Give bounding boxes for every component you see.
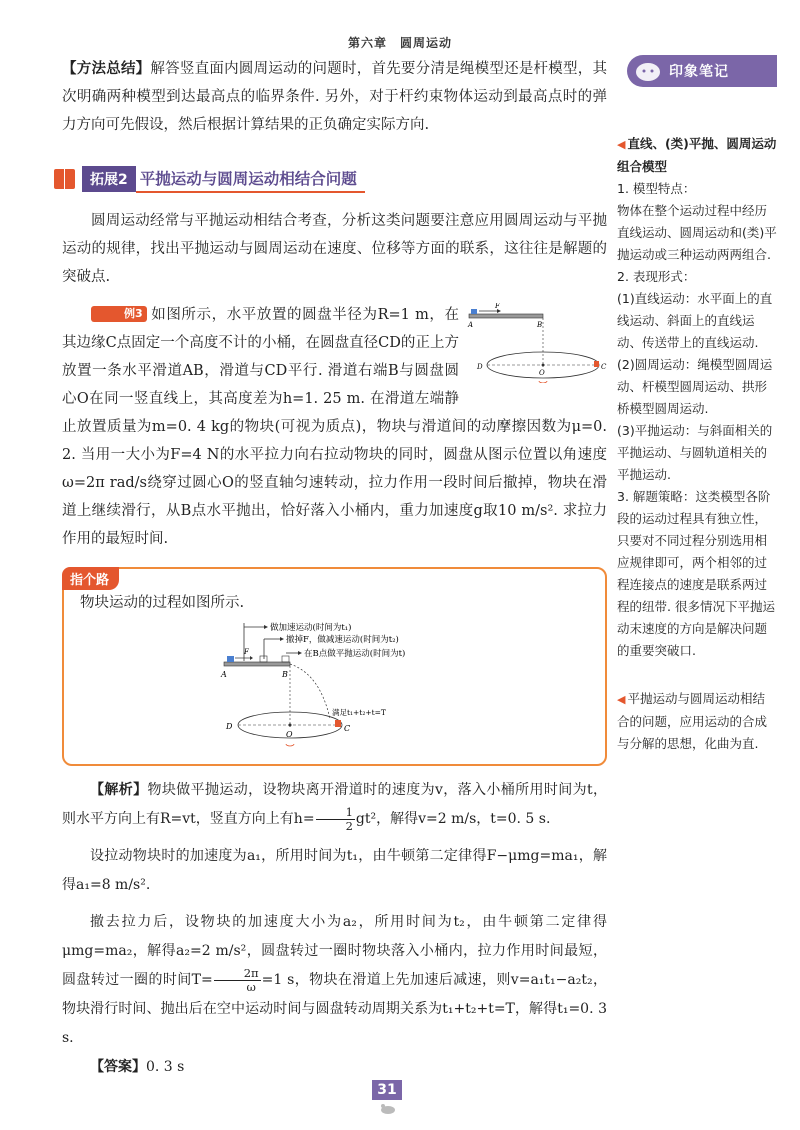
note2-text: 平抛运动与圆周运动相结合的问题，应用运动的合成与分解的思想，化曲为直. [617,691,768,751]
section-label: 拓展2 [82,166,136,192]
solution-p3 [62,908,607,1053]
sidebar-note-method [617,688,777,755]
solution-p2: 设拉动物块时的加速度为a₁，所用时间为t₁，由牛顿第二定律得F−μmg=ma₁，解得a₁=8 m/s². [62,848,607,893]
solution-p3-a: 撤去拉力后，设物块的加速度大小为a₂，所用时间为t₂，由牛顿第二定律得μmg=ma₂，解得a₂=2 m/s²，圆盘转过一圈时物块落入小桶内，拉力作用时间最短，圆盘转过一圈的时间T= [62,914,607,988]
fig2-label-f: F [244,648,249,656]
hint-box [62,567,607,766]
fig-label-c: C [601,363,607,371]
fraction-half [316,806,355,833]
note-title-text: 直线、(类)平抛、圆周运动组合模型 [617,136,777,174]
book-icon [54,169,76,189]
process-figure [220,619,450,754]
section-intro: 圆周运动经常与平抛运动相结合考查，分析这类问题要注意应用圆周运动与平抛运动的规律，找出平抛运动与圆周运动在速度、位移等方面的联系，这往往是解题的突破点. [62,213,607,285]
note-line: 1. 模型特点： [617,181,696,196]
frac-den: 2 [345,818,353,833]
fig-stage2: 撤掉F，做减速运动(时间为t₂) [286,635,399,645]
fig-stage1: 做加速运动(时间为t₁) [270,623,352,633]
frac-num-2pi: 2π [214,967,261,981]
fig2-label-o: O [286,730,293,739]
chapter-header: 第六章 圆周运动 [347,36,452,50]
section-title [54,165,607,193]
fig-label-b: B [537,321,543,329]
note-line: 3. 解题策略：这类模型各阶段的运动过程具有独立性，只要对不同过程分别选用相应规律即可，两个相邻的过程连接点的速度是联系两过程的纽带. 很多情况下平抛运动末速度的方向是解决问题的重要突破口. [617,489,775,658]
note-title [617,133,777,178]
solution-p1 [62,776,607,834]
fig2-label-b: B [282,670,288,679]
fig-stage3: 在B点做平抛运动(时间为t) [304,649,406,659]
frac-num: 1 [316,806,355,820]
notebook-icon [633,59,663,83]
note-line: (3)平抛运动：与斜面相关的平抛运动、与圆轨道相关的平抛运动. [617,423,773,482]
notes-banner [627,55,777,87]
hint-text: 物块运动的过程如图所示. [80,595,245,611]
triangle-icon: ◀ [617,693,626,706]
problem-figure [467,303,607,383]
solution-p1-b: gt²，解得v=2 m/s，t=0. 5 s. [355,811,551,827]
solution-p3-b: =1 s，物块在滑道上先加速后减速，则v=a₁t₁−a₂t₂，物块滑行时间、抛出后在空中运动时间与圆盘转动周期关系为t₁+t₂+t=T，解得t₁=0. 3 s. [62,972,607,1046]
mouse-icon [378,1103,398,1115]
answer [62,1053,607,1082]
fig-label-a: A [468,321,474,329]
example-problem [62,301,607,553]
summary-text: 解答竖直面内圆周运动的问题时，首先要分清是绳模型还是杆模型，其次明确两种模型到达最高点的临界条件. 另外，对于杆约束物体运动到最高点时的弹力方向可先假设，然后根据计算结果的正负确定实际方向. [62,61,608,133]
note-line: 物体在整个运动过程中经历直线运动、圆周运动和(类)平抛运动或三种运动两两组合. [617,203,777,262]
solution-label: 【解析】 [90,782,148,798]
hint-tag: 指个路 [62,567,119,590]
section-heading: 平抛运动与圆周运动相结合问题 [136,165,365,193]
answer-value: 0. 3 s [146,1059,185,1075]
example-badge: 例3 [91,306,147,322]
solution-p1-a: 物块做平抛运动，设物块离开滑道时的速度为v，落入小桶所用时间为t，则水平方向上有R=vt，竖直方向上有h= [62,782,607,827]
note-line: (2)圆周运动：绳模型圆周运动、杆模型圆周运动、拱形桥模型圆周运动. [617,357,773,416]
sidebar [617,55,777,755]
summary-label: 【方法总结】 [62,61,151,77]
fig2-label-a: A [221,670,227,679]
fig-label-d: D [477,363,483,371]
fig2-label-c: C [344,724,351,733]
note-line: 2. 表现形式： [617,269,696,284]
fig-label-f: F [495,303,500,310]
problem-body: 如图所示，水平放置的圆盘半径为R=1 m，在其边缘C点固定一个高度不计的小桶，在圆盘直径CD的正上方放置一条水平滑道AB，滑道与CD平行. 滑道右端B与圆盘圆心O在同一竖直线上，其高度差为h=1. 25 m. 在滑道左端静止放置质量为m=0. 4 kg的物块(可视为质点)，物块与滑道间的动摩擦因数为μ=0. 2. 当用一大小为F=4 N的水平拉力向右拉动物块的同时，圆盘从图示位置以角速度ω=2π rad/s绕穿过圆心O的竖直轴匀速转动，拉力作用一段时间后撤掉，物块在滑道上继续滑行，从B点水平抛出，恰好落入小桶内，重力加速度g取10 m/s². 求拉力作用的最短时间. [62,307,607,547]
sidebar-note-model [617,133,777,662]
method-summary [62,55,607,139]
banner-text: 印象笔记 [669,64,729,80]
page-number: 31 [372,1080,402,1100]
triangle-icon: ◀ [617,138,626,151]
frac-den-omega: ω [246,979,256,994]
fig2-label-d: D [226,722,233,731]
answer-label: 【答案】 [90,1059,146,1075]
fraction-period [214,967,261,994]
solution [62,776,607,1082]
fig-condition: 满足t₁+t₂+t=T [332,708,386,717]
fig-label-o: O [539,369,545,377]
main-content [62,55,607,1082]
note-line: (1)直线运动：水平面上的直线运动、斜面上的直线运动、传送带上的直线运动. [617,291,773,350]
